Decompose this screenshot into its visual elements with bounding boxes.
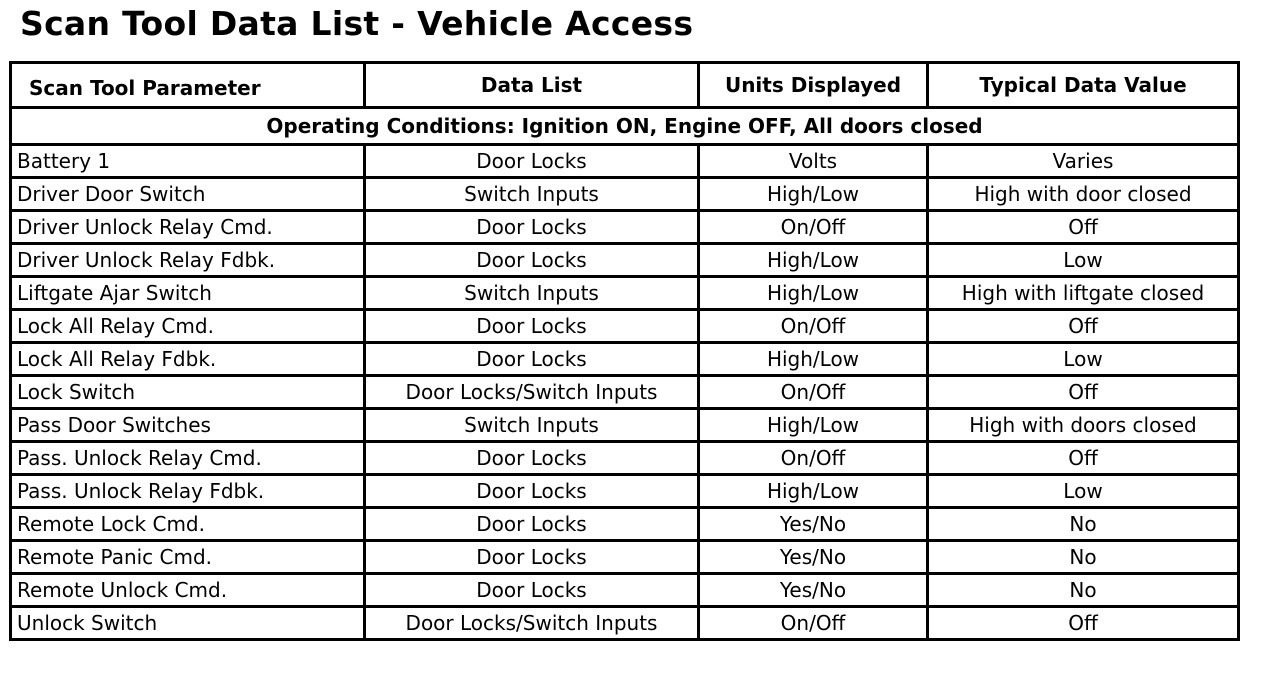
cell-units-displayed: High/Low <box>699 178 928 211</box>
cell-typical-data-value: High with door closed <box>928 178 1239 211</box>
cell-scan-tool-parameter: Battery 1 <box>11 145 365 178</box>
table-row <box>11 178 1239 211</box>
cell-data-list: Door Locks <box>365 145 699 178</box>
cell-units-displayed: Volts <box>699 145 928 178</box>
cell-units-displayed: High/Low <box>699 343 928 376</box>
table-row <box>11 475 1239 508</box>
cell-scan-tool-parameter: Pass. Unlock Relay Cmd. <box>11 442 365 475</box>
header-scan-tool-parameter: Scan Tool Parameter <box>11 63 365 108</box>
table-row <box>11 607 1239 640</box>
cell-typical-data-value: Off <box>928 442 1239 475</box>
cell-units-displayed: High/Low <box>699 244 928 277</box>
cell-units-displayed: On/Off <box>699 376 928 409</box>
cell-data-list: Door Locks/Switch Inputs <box>365 376 699 409</box>
header-data-list: Data List <box>365 63 699 108</box>
cell-data-list: Switch Inputs <box>365 178 699 211</box>
cell-typical-data-value: No <box>928 541 1239 574</box>
cell-typical-data-value: Varies <box>928 145 1239 178</box>
table-row <box>11 376 1239 409</box>
operating-conditions: Operating Conditions: Ignition ON, Engine OFF, All doors closed <box>11 108 1239 145</box>
table-row <box>11 211 1239 244</box>
cell-units-displayed: High/Low <box>699 409 928 442</box>
cell-data-list: Door Locks <box>365 211 699 244</box>
cell-data-list: Door Locks <box>365 541 699 574</box>
cell-units-displayed: Yes/No <box>699 574 928 607</box>
table-row <box>11 310 1239 343</box>
cell-units-displayed: Yes/No <box>699 508 928 541</box>
cell-typical-data-value: Off <box>928 211 1239 244</box>
cell-data-list: Door Locks/Switch Inputs <box>365 607 699 640</box>
cell-scan-tool-parameter: Driver Unlock Relay Cmd. <box>11 211 365 244</box>
cell-data-list: Door Locks <box>365 574 699 607</box>
cell-typical-data-value: High with liftgate closed <box>928 277 1239 310</box>
cell-scan-tool-parameter: Lock All Relay Cmd. <box>11 310 365 343</box>
scan-tool-data-table <box>9 61 1240 641</box>
cell-scan-tool-parameter: Remote Unlock Cmd. <box>11 574 365 607</box>
table-row <box>11 409 1239 442</box>
table-row <box>11 574 1239 607</box>
header-typical-data-value: Typical Data Value <box>928 63 1239 108</box>
cell-typical-data-value: Low <box>928 343 1239 376</box>
operating-conditions-row <box>11 108 1239 145</box>
cell-units-displayed: On/Off <box>699 310 928 343</box>
cell-data-list: Door Locks <box>365 475 699 508</box>
cell-scan-tool-parameter: Remote Panic Cmd. <box>11 541 365 574</box>
header-units-displayed: Units Displayed <box>699 63 928 108</box>
table-row <box>11 244 1239 277</box>
cell-scan-tool-parameter: Lock Switch <box>11 376 365 409</box>
cell-data-list: Door Locks <box>365 508 699 541</box>
cell-typical-data-value: No <box>928 508 1239 541</box>
cell-data-list: Door Locks <box>365 442 699 475</box>
cell-scan-tool-parameter: Liftgate Ajar Switch <box>11 277 365 310</box>
table-row <box>11 541 1239 574</box>
cell-typical-data-value: Off <box>928 376 1239 409</box>
table-row <box>11 442 1239 475</box>
cell-scan-tool-parameter: Driver Door Switch <box>11 178 365 211</box>
cell-scan-tool-parameter: Unlock Switch <box>11 607 365 640</box>
table-row <box>11 277 1239 310</box>
cell-typical-data-value: No <box>928 574 1239 607</box>
cell-data-list: Switch Inputs <box>365 277 699 310</box>
cell-scan-tool-parameter: Pass Door Switches <box>11 409 365 442</box>
cell-scan-tool-parameter: Remote Lock Cmd. <box>11 508 365 541</box>
cell-data-list: Door Locks <box>365 310 699 343</box>
cell-scan-tool-parameter: Lock All Relay Fdbk. <box>11 343 365 376</box>
cell-typical-data-value: Off <box>928 607 1239 640</box>
header-row <box>11 63 1239 108</box>
cell-scan-tool-parameter: Pass. Unlock Relay Fdbk. <box>11 475 365 508</box>
cell-units-displayed: On/Off <box>699 211 928 244</box>
cell-typical-data-value: High with doors closed <box>928 409 1239 442</box>
cell-typical-data-value: Low <box>928 244 1239 277</box>
table-row <box>11 508 1239 541</box>
cell-data-list: Switch Inputs <box>365 409 699 442</box>
page-title: Scan Tool Data List - Vehicle Access <box>20 4 694 43</box>
cell-units-displayed: On/Off <box>699 607 928 640</box>
cell-typical-data-value: Off <box>928 310 1239 343</box>
cell-units-displayed: High/Low <box>699 277 928 310</box>
cell-typical-data-value: Low <box>928 475 1239 508</box>
table-row <box>11 343 1239 376</box>
table-row <box>11 145 1239 178</box>
cell-units-displayed: On/Off <box>699 442 928 475</box>
cell-units-displayed: High/Low <box>699 475 928 508</box>
cell-data-list: Door Locks <box>365 244 699 277</box>
cell-scan-tool-parameter: Driver Unlock Relay Fdbk. <box>11 244 365 277</box>
cell-data-list: Door Locks <box>365 343 699 376</box>
cell-units-displayed: Yes/No <box>699 541 928 574</box>
